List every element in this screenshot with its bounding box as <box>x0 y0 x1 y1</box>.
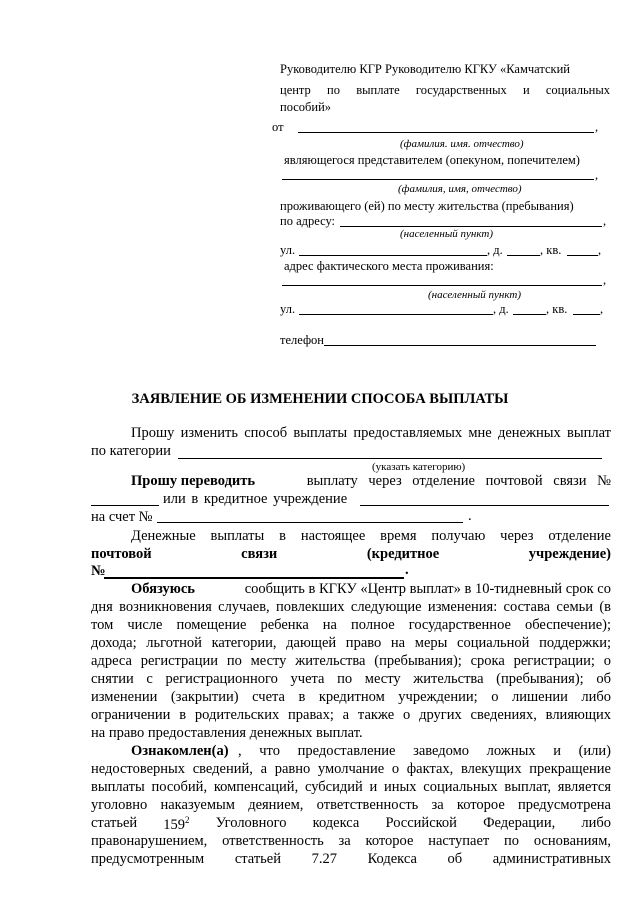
paragraph-line: адреса регистрации по месту жительства (пребывания); срока регистрации; о <box>91 653 611 669</box>
paragraph-line: Прошу изменить способ выплаты предоставляемых мне денежных выплат <box>131 425 611 441</box>
punctuation: , <box>595 120 599 134</box>
house-field[interactable] <box>513 314 546 315</box>
word: Федерации, <box>483 815 556 831</box>
emphasis: Ознакомлен(а) <box>131 743 229 759</box>
flat-label: , кв. <box>540 243 562 257</box>
field-hint: (населенный пункт) <box>400 228 493 240</box>
emphasis: Обязуюсь <box>131 581 195 597</box>
address-field[interactable] <box>340 226 602 227</box>
paragraph-text: выплату через отделение почтовой связи № <box>306 473 611 489</box>
punctuation: , <box>595 168 599 182</box>
word: связи <box>241 546 278 562</box>
actual-address-field[interactable] <box>282 285 602 286</box>
word: 7.27 <box>311 851 337 867</box>
phone-label: телефон <box>280 333 324 347</box>
number-label: № <box>91 563 106 579</box>
word: статьей <box>91 815 138 831</box>
phone-field[interactable] <box>324 345 596 346</box>
punctuation: . <box>468 508 472 524</box>
paragraph-line: недостоверных сведений, а равно умолчание о фактах, влекущих прекращение <box>91 761 611 777</box>
from-label: от <box>272 120 284 134</box>
paragraph-line: том числе помещение ребенка на полное государственное обеспечение); <box>91 617 611 633</box>
punctuation: , <box>603 273 607 287</box>
paragraph-line <box>91 546 611 563</box>
addressee-line: Руководителю КГР Руководителю КГКУ «Камчатский <box>280 62 570 76</box>
word: 159 <box>163 816 186 833</box>
paragraph-line: уголовно наказуемым деянием, ответственность за которое предусмотрена <box>91 797 611 813</box>
house-label: , д. <box>493 302 509 316</box>
word: либо <box>581 815 611 831</box>
paragraph-line <box>91 815 611 834</box>
category-field[interactable] <box>178 458 602 459</box>
house-field[interactable] <box>507 255 540 256</box>
field-hint: (указать категорию) <box>372 461 466 473</box>
field-hint: (фамилия, имя, отчество) <box>398 183 522 195</box>
street-label: ул. <box>280 302 296 316</box>
flat-field[interactable] <box>573 314 600 315</box>
paragraph-line <box>131 581 611 598</box>
paragraph-line: правонарушением, ответственность за которое наступает по основаниям, <box>91 833 611 849</box>
document-title: ЗАЯВЛЕНИЕ ОБ ИЗМЕНЕНИИ СПОСОБА ВЫПЛАТЫ <box>131 391 509 407</box>
residing-text: проживающего (ей) по месту жительства (пребывания) <box>280 199 574 213</box>
paragraph-line: снятии с регистрационного учета по месту жительства (пребывания); об <box>91 671 611 687</box>
punctuation: , <box>598 243 602 257</box>
current-account-field[interactable] <box>104 577 404 579</box>
paragraph-text: , что предоставление заведомо ложных и (или) <box>238 743 611 759</box>
paragraph-line: Денежные выплаты в настоящее время получаю через отделение <box>131 528 611 544</box>
addressee-line: пособий» <box>280 100 332 114</box>
paragraph-text: или в кредитное учреждение <box>163 491 348 507</box>
punctuation: , <box>600 302 604 316</box>
flat-label: , кв. <box>546 302 568 316</box>
account-field[interactable] <box>157 522 463 523</box>
house-label: , д. <box>487 243 503 257</box>
paragraph-line <box>131 473 611 490</box>
flat-field[interactable] <box>567 255 598 256</box>
paragraph-line: дохода; льготной категории, дающей право на меры социальной поддержки; <box>91 635 611 651</box>
bank-field[interactable] <box>360 505 609 506</box>
word: учреждение) <box>528 546 611 562</box>
word: кодекса <box>312 815 360 831</box>
word: административных <box>492 851 611 867</box>
category-label: по категории <box>91 443 171 459</box>
superscript: 2 <box>185 815 190 825</box>
paragraph-line: ограничении в родительских правах; а также о других сведениях, влияющих <box>91 707 611 723</box>
paragraph-line: дня возникновения случаев, повлекших следующие изменения: состава семьи (в <box>91 599 611 615</box>
punctuation: . <box>405 562 409 578</box>
field-hint: (населенный пункт) <box>428 289 521 301</box>
article-number <box>163 815 189 834</box>
word: Кодекса <box>367 851 417 867</box>
from-fio-field[interactable] <box>298 132 594 133</box>
paragraph-line: на право предоставления денежных выплат. <box>91 725 363 741</box>
field-hint: (фамилия. имя. отчество) <box>400 138 524 150</box>
word: об <box>447 851 463 867</box>
word: (кредитное <box>366 546 440 562</box>
word: почтовой <box>91 546 152 562</box>
street-field[interactable] <box>299 255 487 256</box>
representative-text: являющегося представителем (опекуном, попечителем) <box>284 153 580 167</box>
representative-fio-field[interactable] <box>282 179 594 180</box>
word: предусмотренным <box>91 851 205 867</box>
paragraph-line <box>131 743 611 760</box>
emphasis: Прошу переводить <box>131 473 256 489</box>
street-field[interactable] <box>299 314 493 315</box>
paragraph-line: изменении (закрытии) счета в кредитном учреждении; о лишении либо <box>91 689 611 705</box>
post-office-field[interactable] <box>91 505 159 506</box>
word: статьей <box>234 851 281 867</box>
word: Российской <box>385 815 457 831</box>
actual-address-text: адрес фактического места проживания: <box>284 259 494 273</box>
account-label: на счет № <box>91 509 153 525</box>
word: Уголовного <box>215 815 287 831</box>
punctuation: , <box>603 214 607 228</box>
paragraph-line <box>91 851 611 868</box>
paragraph-text: сообщить в КГКУ «Центр выплат» в 10-тидневный срок со <box>244 581 611 597</box>
addressee-line: центр по выплате государственных и социальных <box>280 83 610 97</box>
street-label: ул. <box>280 243 296 257</box>
address-label: по адресу: <box>280 214 336 228</box>
paragraph-line: выплаты пособий, компенсаций, субсидий и иных социальных выплат, является <box>91 779 611 795</box>
